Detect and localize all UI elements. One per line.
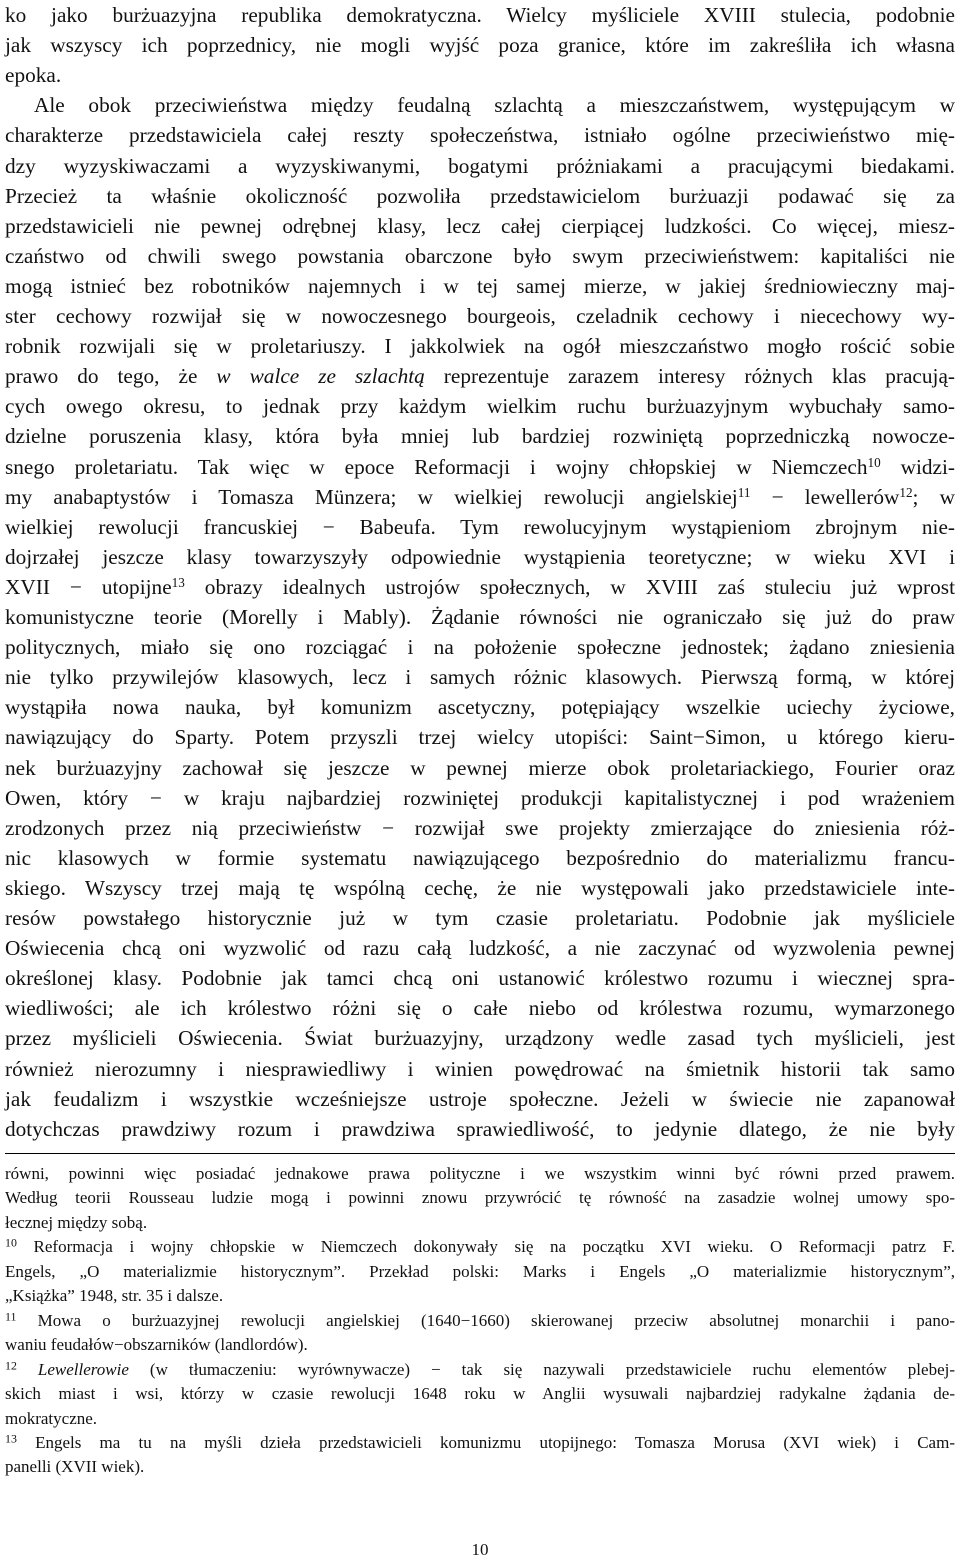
- text-run: Engels ma tu na myśli dzieła przedstawicieli komunizmu utopijnego: Tomasza Morusa (XVI wiek) i Cam-: [16, 1432, 955, 1452]
- body-line: również nierozumny i niesprawiedliwy i winien powędrować na śmietnik historii tak samo: [5, 1056, 955, 1081]
- body-line: przez myślicieli Oświecenia. Świat burżuazyjny, urządzony wedle zasad tych myślicieli, jest: [5, 1026, 955, 1051]
- body-line: robnik rozwijali się w proletariuszy. I jakkolwiek na ogół mieszczaństwo mogło rościć sobie: [5, 334, 955, 359]
- body-line: nie tylko przywilejów klasowych, lecz i samych różnic klasowych. Pierwszą formą, w której: [5, 665, 955, 690]
- footnote-line: mokratyczne.: [5, 1408, 98, 1428]
- footnote-line: równi, powinni więc posiadać jednakowe prawa polityczne i we wszystkim winni być równi przed prawem.: [5, 1164, 955, 1183]
- body-line: dojrzałej jeszcze klasy towarzyszyły odpowiednie wystąpienia teoretyczne; w wieku XVI i: [5, 544, 955, 569]
- body-line: resów powstałego historycznie już w tym czasie proletariatu. Podobnie jak myśliciele: [5, 906, 955, 930]
- body-line: dzielne poruszenia klasy, która była mniej lub bardziej rozwiniętą poprzedniczką nowocze-: [5, 424, 955, 449]
- body-line: politycznych, miało się ono rozciągać i na położenie społeczne jednostek; żądano zniesienia: [5, 635, 955, 660]
- body-line: [5, 482, 955, 512]
- body-line: przedstawicieli nie pewnej odrębnej klasy, lecz całej cierpiącej ludzkości. Co więcej, miesz-: [5, 213, 955, 238]
- body-line: epoka.: [5, 63, 62, 88]
- italic-phrase: w walce ze szlachtą: [216, 364, 425, 389]
- body-line: nic klasowych w formie systematu nawiązującego bezpośrednio do materializmu francu-: [5, 845, 955, 870]
- footnote-ref: 13: [171, 574, 185, 590]
- body-line: czaństwo od chwili swego powstania obarczone było swym przeciwieństwem: kapitaliści nie: [5, 243, 955, 268]
- body-line: wiedliwości; ale ich królestwo różni się o całe niebo od królestwa rozumu, wymarzonego: [5, 996, 955, 1021]
- footnote-line: panelli (XVII wiek).: [5, 1457, 145, 1477]
- text-run: Reformacja i wojny chłopskie w Niemczech dokonywały się na początku XVI wieku. O Reformacji patrz F.: [16, 1237, 955, 1257]
- body-line: nek burżuazyjny zachował się jeszcze w pewnej mierze obok proletariackiego, Fourier oraz: [5, 755, 955, 780]
- body-line: nawiązujący do Sparty. Potem przyszli trzej wielcy utopiści: Saint−Simon, u którego kieru-: [5, 725, 955, 750]
- body-line: jak wszyscy ich poprzednicy, nie mogli wyjść poza granice, które im zakreśliła ich własna: [5, 33, 955, 58]
- body-line: wystąpiła nowa nauka, był komunizm ascetyczny, potępiający wszelkie uciechy życiowe,: [5, 695, 955, 720]
- body-line: wielkiej rewolucji francuskiej − Babeufa. Tym rewolucyjnym wystąpieniom zbrojnym nie-: [5, 514, 955, 539]
- body-line: mogą istnieć bez robotników najemnych i w tej samej mierze, w jakiej średniowieczny maj-: [5, 273, 955, 298]
- body-line: zrodzonych przez nią przeciwieństw − rozwijał swe projekty zmierzające do zniesienia róż-: [5, 815, 955, 840]
- footnote-ref: 10: [5, 1236, 17, 1250]
- footnote-ref: 11: [5, 1309, 17, 1324]
- body-line: [5, 452, 955, 482]
- text-run: − lewellerów: [750, 484, 900, 509]
- body-line: Ale obok przeciwieństwa między feudalną szlachtą a mieszczaństwem, występującym w: [34, 93, 955, 118]
- body-line: dzy wyzyskiwaczami a wyzyskiwanymi, bogatymi próżniakami a pracującymi biedakami.: [5, 153, 955, 178]
- footnote-line: skich miast i wsi, którzy w czasie rewolucji 1648 roku w Anglii wysuwali najbardziej radykalne żądania de-: [5, 1384, 955, 1404]
- page-number: 10: [471, 1540, 489, 1559]
- footnote-line: łecznej między sobą.: [5, 1212, 148, 1232]
- body-line: jak feudalizm i wszystkie wcześniejsze ustroje społeczne. Jeżeli w świecie nie zapanował: [5, 1086, 955, 1111]
- body-line: [5, 361, 955, 391]
- body-line: skiego. Wszyscy trzej mają tę wspólną cechę, że nie występowali jako przedstawiciele inte-: [5, 875, 955, 900]
- footnote-line: [5, 1431, 955, 1455]
- body-line: cych owego okresu, to jednak przy każdym wielkim ruchu burżuazyjnym wybuchały samo-: [5, 394, 955, 419]
- text-run: widzi-: [880, 454, 955, 479]
- italic-phrase: Lewellerowie: [37, 1359, 129, 1379]
- text-run: obrazy idealnych ustrojów społecznych, w XVIII zaś stuleciu już wprost: [184, 574, 955, 599]
- text-run: ; w: [912, 484, 955, 509]
- body-line: charakterze przedstawiciela całej reszty społeczeństwa, istniało ogólne przeciwieństwo mię-: [5, 123, 955, 148]
- text-run: Mowa o burżuazyjnej rewolucji angielskiej (1640−1660) skierowanej przeciw absolutnej monarchii i pano-: [16, 1310, 955, 1330]
- text-run: reprezentuje zarazem interesy różnych klas pracują-: [424, 364, 955, 389]
- body-line: określonej klasy. Podobnie jak tamci chcą oni ustanowić królestwo rozumu i wiecznej spra-: [5, 966, 955, 991]
- text-run: snego proletariatu. Tak więc w epoce Reformacji i wojny chłopskiej w Niemczech: [5, 454, 868, 479]
- footnote-ref: 12: [899, 484, 913, 500]
- footnote-ref: 12: [5, 1358, 17, 1373]
- text-run: my anabaptystów i Tomasza Münzera; w wielkiej rewolucji angielskiej: [5, 484, 738, 509]
- footnote-ref: 11: [737, 484, 751, 500]
- body-line: ko jako burżuazyjna republika demokratyczna. Wielcy myśliciele XVIII stulecia, podobnie: [5, 3, 955, 27]
- body-line: ster cechowy rozwijał się w nowoczesnego bourgeois, czeladnik cechowy i niecechowy wy-: [5, 304, 955, 328]
- footnote-line: Engels, „O materializmie historycznym”. Przekład polski: Marks i Engels „O materializmie historycznym”,: [5, 1261, 955, 1281]
- body-line: [5, 572, 955, 602]
- footnote-line: [5, 1235, 955, 1259]
- text-run: (w tłumaczeniu: wyrównywacze) − tak się nazywali przedstawiciele ruchu elementów plebej-: [128, 1359, 955, 1379]
- footnote-line: [5, 1309, 955, 1333]
- body-line: Przecież ta właśnie okoliczność pozwoliła przedstawicielom burżuazji podawać się za: [5, 183, 955, 208]
- body-line: komunistyczne teorie (Morelly i Mably). Żądanie równości nie ograniczało się już do praw: [5, 605, 955, 629]
- text-run: XVII − utopijne: [5, 574, 172, 599]
- footnote-line: waniu feudałów−obszarników (landlordów).: [5, 1335, 308, 1355]
- body-line: Oświecenia chcą oni wyzwolić od razu całą ludzkość, a nie zaczynać od wyzwolenia pewnej: [5, 936, 955, 961]
- footnote-ref: 13: [5, 1431, 17, 1446]
- footnote-line: Według teorii Rousseau ludzie mogą i powinni znowu przywrócić tę równość na zasadzie wolnej umowy spo-: [5, 1188, 955, 1208]
- body-line: Owen, który − w kraju najbardziej rozwiniętej produkcji kapitalistycznej i pod wrażeniem: [5, 785, 955, 810]
- footnote-line: [5, 1358, 955, 1382]
- footnote-separator: [5, 1153, 955, 1154]
- text-run: [17, 1360, 38, 1379]
- footnote-line: „Książka” 1948, str. 35 i dalsze.: [5, 1286, 224, 1306]
- footnote-ref: 10: [867, 454, 881, 470]
- text-run: prawo do tego, że: [5, 364, 217, 389]
- body-line: dotychczas prawdziwy rozum i prawdziwa sprawiedliwość, to jedynie dlatego, że nie były: [5, 1116, 955, 1141]
